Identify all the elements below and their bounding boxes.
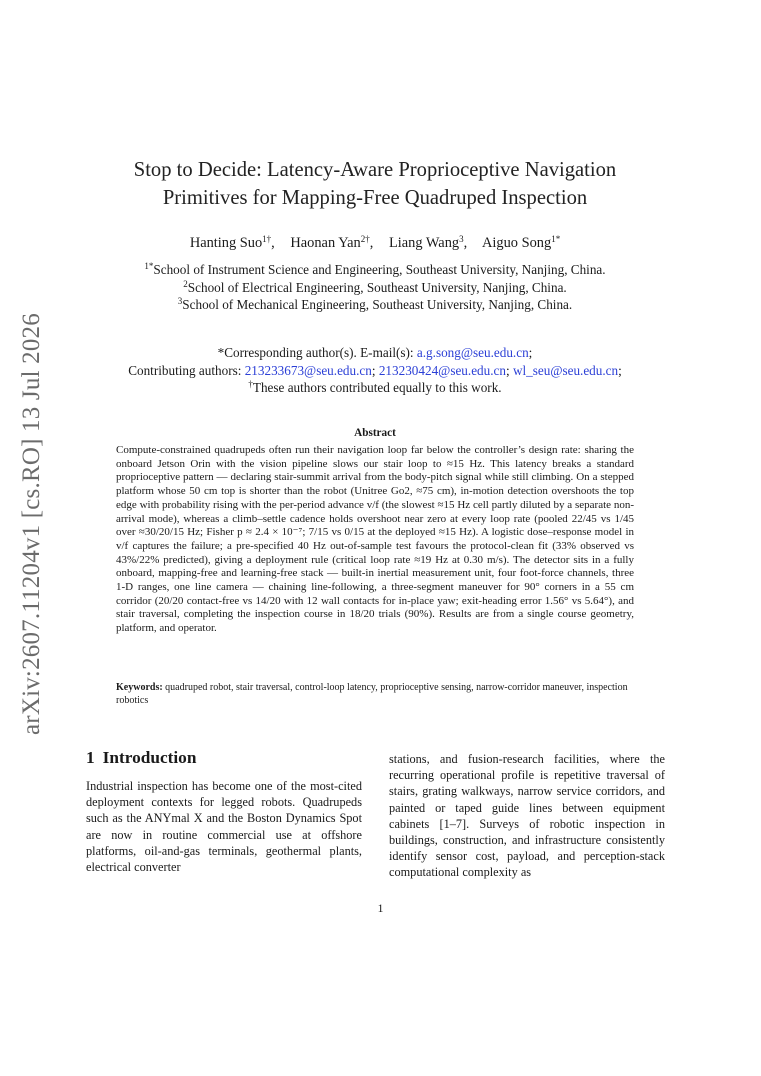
contributing-email-link[interactable]: 213230424@seu.edu.cn: [378, 362, 506, 378]
section-heading: [86, 748, 196, 768]
contributing-authors-line: Contributing authors: 213233673@seu.edu.cn; 213230424@seu.edu.cn; wl_seu@seu.edu.cn;: [128, 362, 622, 378]
affiliations: [80, 261, 670, 314]
abstract-heading: Abstract: [354, 427, 396, 439]
arxiv-identifier: arXiv:2607.11204v1 [cs.RO] 13 Jul 2026: [18, 313, 45, 735]
author-name: Aiguo Song: [482, 235, 552, 251]
affiliation-line: $^{1*}$School of Instrument Science and Engineering, Southeast University, Nanjing, China.: [144, 261, 606, 277]
correspondence-block: [40, 344, 710, 397]
author-name: Hanting Suo: [189, 235, 263, 251]
page-number: 1: [377, 901, 384, 915]
contributing-email-link[interactable]: 213233673@seu.edu.cn: [244, 362, 372, 378]
author-name: Haonan Yan: [290, 235, 361, 251]
section-title: Introduction: [102, 748, 197, 767]
author-mark: 2†: [360, 234, 370, 244]
author-mark: 3: [459, 234, 464, 244]
contributing-email-link[interactable]: wl_seu@seu.edu.cn: [512, 362, 619, 378]
title-line-2: Primitives for Mapping-Free Quadruped Inspection: [162, 187, 588, 209]
corresponding-email-link[interactable]: a.g.song@seu.edu.cn: [416, 345, 529, 360]
author-name: Liang Wang: [388, 235, 460, 251]
author-mark: 1*: [551, 234, 561, 244]
abstract-body: Compute-constrained quadrupeds often run their navigation loop far below the controller’s design rate: sharing the onboard Jetson Orin with the vision pipeline slows our stair loop to ≈15 Hz. This latency breaks a standard proprioceptive pattern — declaring stair-summit arrival from the body-pitch signal while still climbing. On a stepped platform whose 50 cm top is shorter than the robot (Unitree Go2, ≈75 cm), in-motion detection overshoots the top edge with probability rising with the per-period advance v/f (the slowest ≈15 Hz cell partly diluted by a separate non-arrival mode), whereas a climb–settle cadence holds overshoot near zero at every loop rate (pooled 22/45 vs 1/45 over ≈30/20/15 Hz; Fisher p ≈ 2.4 × 10⁻⁷; 7/15 vs 0/15 at the deployed ≈15 Hz). A logistic dose–response model in v/f captures the failure; a pre-specified 40 Hz out-of-sample test favours the protocol-clean fit (33% observed vs 43%/22% predicted), giving a deployment rule (critical loop rate ≈19 Hz at 0.30 m/s). The detector sits in a fully onboard, mapping-free and learning-free stack — built-in inertial measurement unit, four foot-force channels, three 1-D ranges, one line camera — chaining line-following, a three-segment maneuver for 90° corners in a 55 cm corridor (20/20 contact-free vs 14/20 with 12 wall contacts for in-place yaw; exit-heading error 1.56° vs 5.64°), and stair traversal, completing the inspection course in 18/20 trials (90%). Results are from a single course geometry, platform, and operator.: [116, 444, 634, 635]
keywords: [116, 682, 634, 707]
keywords-text: quadruped robot, stair traversal, control-loop latency, proprioceptive sensing, narrow-corridor maneuver, inspection robotics: [116, 682, 628, 706]
section-number: 1: [86, 748, 95, 767]
paper-title: [80, 156, 670, 212]
author-list: Hanting Suo$^{1\dagger}$, Haonan Yan$^{2\dagger}$, Liang Wang$^3$, Aiguo Song$^{1*}$: [189, 234, 561, 251]
intro-left-column: Industrial inspection has become one of the most-cited deployment contexts for legged robots. Quadrupeds such as the ANYmal X and the Boston Dynamics Spot are now in routine commercial use at offshore platforms, oil-and-gas terminals, geothermal plants, electrical converter: [86, 779, 362, 875]
intro-right-column: stations, and fusion-research facilities, where the recurring operational profile is repetitive traversal of stairs, grating walkways, narrow service corridors, and painted or taped guide lines between equipment cabinets [1–7]. Surveys of robotic inspection in buildings, construction, and infrastructure consistently identify sensor cost, payload, and perception-stack computational complexity as: [389, 752, 665, 880]
affiliation-line: $^3$School of Mechanical Engineering, Southeast University, Nanjing, China.: [177, 296, 573, 312]
corresponding-author-line: *Corresponding author(s). E-mail(s): a.g.song@seu.edu.cn;: [217, 345, 533, 360]
author-mark: 1†: [262, 234, 272, 244]
affiliation-line: $^2$School of Electrical Engineering, Southeast University, Nanjing, China.: [183, 278, 567, 295]
title-line-1: Stop to Decide: Latency-Aware Proprioceptive Navigation: [133, 159, 617, 181]
equal-contribution-note: †These authors contributed equally to this work.: [248, 379, 502, 395]
keywords-label: Keywords:: [116, 682, 163, 693]
